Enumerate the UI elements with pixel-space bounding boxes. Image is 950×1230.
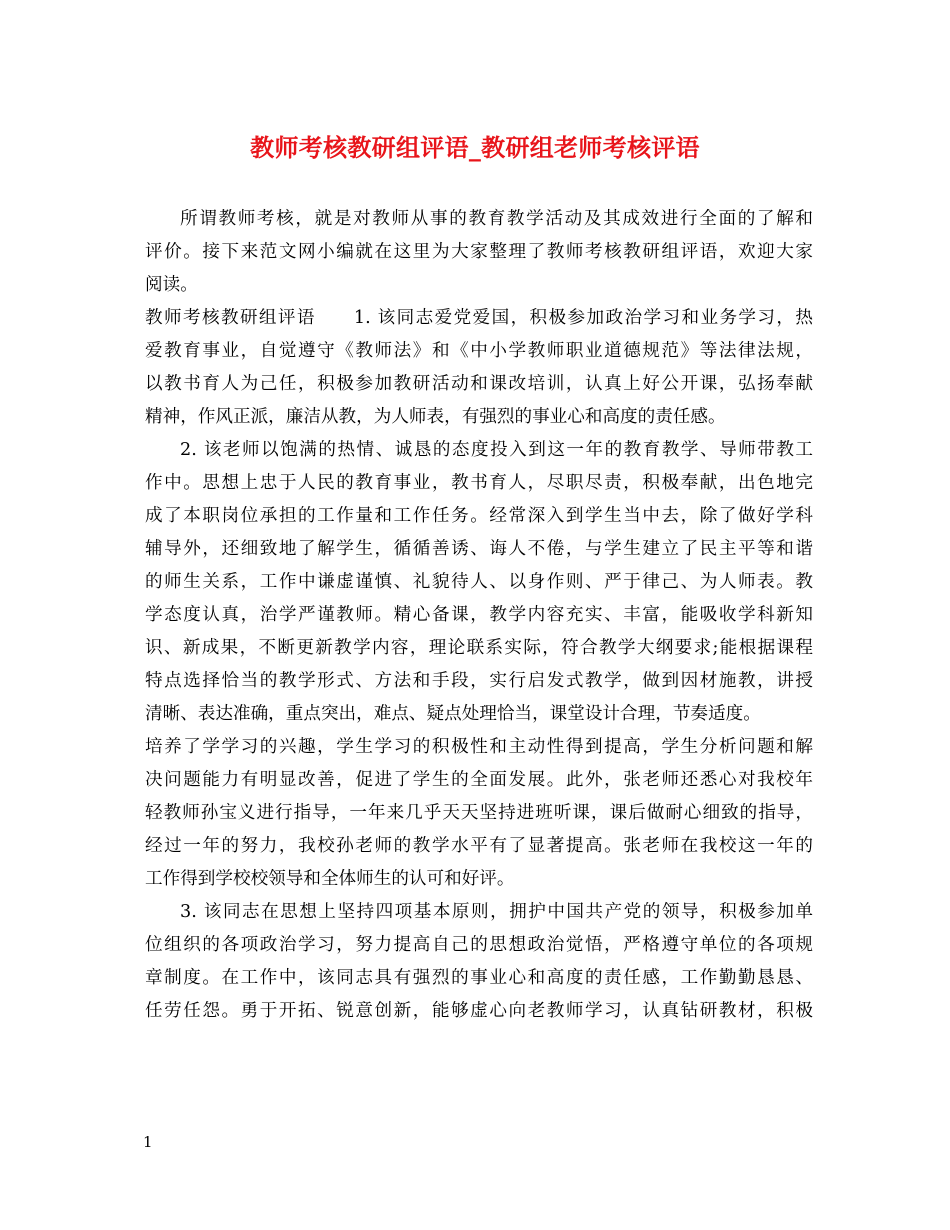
paragraph-line: 特点选择恰当的教学形式、方法和手段，实行启发式教学，做到因材施教，讲授	[145, 671, 813, 691]
paragraph-line: 以教书育人为己任，积极参加教研活动和课改培训，认真上好公开课，弘扬奉献	[145, 374, 813, 394]
paragraph-line: 作中。思想上忠于人民的教育事业，教书育人，尽职尽责，积极奉献，出色地完	[145, 473, 813, 493]
paragraph-line: 决问题能力有明显改善，促进了学生的全面发展。此外，张老师还悉心对我校年	[145, 770, 813, 790]
paragraph-line: 阅读。	[145, 275, 198, 295]
paragraph-line: 爱教育事业，自觉遵守《教师法》和《中小学教师职业道德规范》等法律法规，	[145, 341, 813, 361]
paragraph-line: 位组织的各项政治学习，努力提高自己的思想政治觉悟，严格遵守单位的各项规	[145, 935, 813, 955]
paragraph-line: 精神，作风正派，廉洁从教，为人师表，有强烈的事业心和高度的责任感。	[145, 407, 726, 427]
paragraph-line: 教师考核教研组评语 1. 该同志爱党爱国，积极参加政治学习和业务学习，热	[145, 308, 813, 328]
paragraph-line: 章制度。在工作中，该同志具有强烈的事业心和高度的责任感，工作勤勤恳恳、	[145, 968, 813, 988]
paragraph-line: 3. 该同志在思想上坚持四项基本原则，拥护中国共产党的领导，积极参加单	[180, 902, 813, 922]
paragraph-line: 成了本职岗位承担的工作量和工作任务。经常深入到学生当中去，除了做好学科	[145, 506, 813, 526]
page-number: 1	[143, 1133, 153, 1151]
paragraph-line: 清晰、表达准确，重点突出，难点、疑点处理恰当，课堂设计合理，节奏适度。	[145, 704, 761, 724]
paragraph-line: 所谓教师考核，就是对教师从事的教育教学活动及其成效进行全面的了解和	[180, 209, 813, 229]
paragraph-line: 辅导外，还细致地了解学生，循循善诱、诲人不倦，与学生建立了民主平等和谐	[145, 539, 813, 559]
document-body	[145, 203, 813, 1028]
document-title: 教师考核教研组评语_教研组老师考核评语	[250, 133, 700, 162]
paragraph-line: 培养了学学习的兴趣，学生学习的积极性和主动性得到提高，学生分析问题和解	[145, 737, 813, 757]
paragraph-line: 学态度认真，治学严谨教师。精心备课，教学内容充实、丰富，能吸收学科新知	[145, 605, 813, 625]
paragraph-line: 经过一年的努力，我校孙老师的教学水平有了显著提高。张老师在我校这一年的	[145, 836, 813, 856]
paragraph-line: 轻教师孙宝义进行指导，一年来几乎天天坚持进班听课，课后做耐心细致的指导，	[145, 803, 813, 823]
paragraph-line: 2. 该老师以饱满的热情、诚恳的态度投入到这一年的教育教学、导师带教工	[180, 440, 813, 460]
paragraph-line: 工作得到学校校领导和全体师生的认可和好评。	[145, 869, 515, 889]
paragraph-line: 识、新成果，不断更新教学内容，理论联系实际，符合教学大纲要求;能根据课程	[145, 638, 813, 658]
paragraph-line: 评价。接下来范文网小编就在这里为大家整理了教师考核教研组评语，欢迎大家	[145, 242, 813, 262]
paragraph-line: 的师生关系，工作中谦虚谨慎、礼貌待人、以身作则、严于律己、为人师表。教	[145, 572, 813, 592]
paragraph-line: 任劳任怨。勇于开拓、锐意创新，能够虚心向老教师学习，认真钻研教材，积极	[145, 1001, 813, 1021]
